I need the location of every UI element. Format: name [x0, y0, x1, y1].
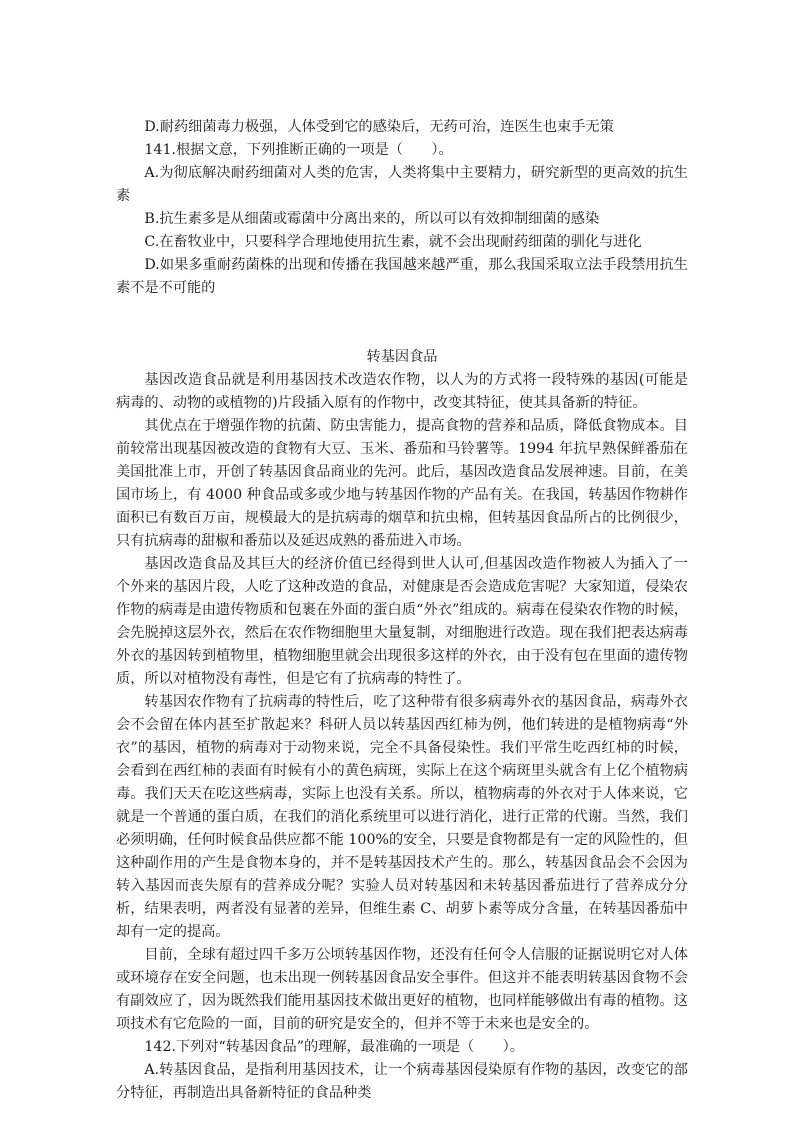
q141-option-c: C.在畜牧业中，只要科学合理地使用抗生素，就不会出现耐药细菌的驯化与进化 [144, 234, 642, 250]
q141-option-b: B.抗生素多是从细菌或霉菌中分离出来的，所以可以有效抑制细菌的感染 [144, 211, 600, 227]
article-paragraph-3: 基因改造食品及其巨大的经济价值已经得到世人认可,但基因改造作物被人为插入了一个外来的基因片段，人吃了这种改造的食品，对健康是否会造成危害呢？大家知道，侵染农作物的病毒是由遗传物质和包裹在外面的蛋白质“外衣”组成的。病毒在侵染农作物的时候，会先脱掉这层外衣，然后在农作物细胞里大量复制，对细胞进行改造。现在我们把表达病毒外衣的基因转到植物里，植物细胞里就会出现很多这样的外衣，由于没有包在里面的遗传物质，所以对植物没有毒性，但是它有了抗病毒的特性了。 [116, 556, 688, 687]
article-paragraph-5: 目前，全球有超过四千多万公顷转基因作物，还没有任何令人信服的证据说明它对人体或环境存在安全问题，也未出现一例转基因食品安全事件。但这并不能表明转基因食物不会有副效应了，因为既然我们能用基因技术做出更好的植物，也同样能够做出有毒的植物。这项技术有它危险的一面，目前的研究是安全的，但并不等于未来也是安全的。 [116, 947, 688, 1032]
q142-stem: 142.下列对“转基因食品”的理解，最准确的一项是（ ）。 [144, 1039, 524, 1055]
q141-option-d: D.如果多重耐药菌株的出现和传播在我国越来越严重，那么我国采取立法手段禁用抗生素不是不可能的 [116, 257, 688, 296]
article-paragraph-2: 其优点在于增强作物的抗菌、防虫害能力，提高食物的营养和品质，降低食物成本。目前较常出现基因被改造的食物有大豆、玉米、番茄和马铃薯等。1994 年抗早熟保鲜番茄在美国批准上市，开创了转基因食品商业的先河。此后，基因改造食品发展神速。目前，在美国市场上，有 4000 种食品或多或少地与转基因作物的产品有关。在我国，转基因作物耕作面积已有数百万亩，规模最大的是抗病毒的烟草和抗虫棉，但转基因食品所占的比例很少，只有抗病毒的甜椒和番茄以及延迟成熟的番茄进入市场。 [116, 418, 688, 549]
document-page [116, 116, 688, 1105]
q142-option-a: A.转基因食品，是指利用基因技术，让一个病毒基因侵染原有作物的基因，改变它的部分特征，再制造出具备新特征的食品种类 [116, 1062, 688, 1101]
article-paragraph-4: 转基因农作物有了抗病毒的特性后，吃了这种带有很多病毒外衣的基因食品，病毒外衣会不会留在体内甚至扩散起来？科研人员以转基因西红柿为例，他们转进的是植物病毒“外衣”的基因，植物的病毒对于动物来说，完全不具备侵染性。我们平常生吃西红柿的时候，会看到在西红柿的表面有时候有小的黄色病斑，实际上在这个病斑里头就含有上亿个植物病毒。我们天天在吃这些病毒，实际上也没有关系。所以，植物病毒的外衣对于人体来说，它就是一个普通的蛋白质，在我们的消化系统里可以进行消化，进行正常的代谢。当然，我们必须明确，任何时候食品供应都不能 100%的安全，只要是食物都是有一定的风险性的，但这种副作用的产生是食物本身的，并不是转基因技术产生的。那么，转基因食品会不会因为转入基因而丧失原有的营养成分呢？实验人员对转基因和未转基因番茄进行了营养成分分析，结果表明，两者没有显著的差异，但维生素 C、胡萝卜素等成分含量，在转基因番茄中却有一定的提高。 [116, 694, 688, 940]
q141-stem: 141.根据文意，下列推断正确的一项是（ ）。 [144, 142, 453, 158]
q141-option-a: A.为彻底解决耐药细菌对人类的危害，人类将集中主要精力，研究新型的更高效的抗生素 [116, 165, 688, 204]
q140-option-d: D.耐药细菌毒力极强，人体受到它的感染后，无药可治，连医生也束手无策 [144, 119, 614, 135]
article-paragraph-1: 基因改造食品就是利用基因技术改造农作物，以人为的方式将一段特殊的基因(可能是病毒的、动物的或植物的)片段插入原有的作物中，改变其特征，使其具备新的特征。 [116, 372, 688, 411]
section-gap [116, 300, 688, 346]
article-title: 转基因食品 [366, 349, 438, 365]
